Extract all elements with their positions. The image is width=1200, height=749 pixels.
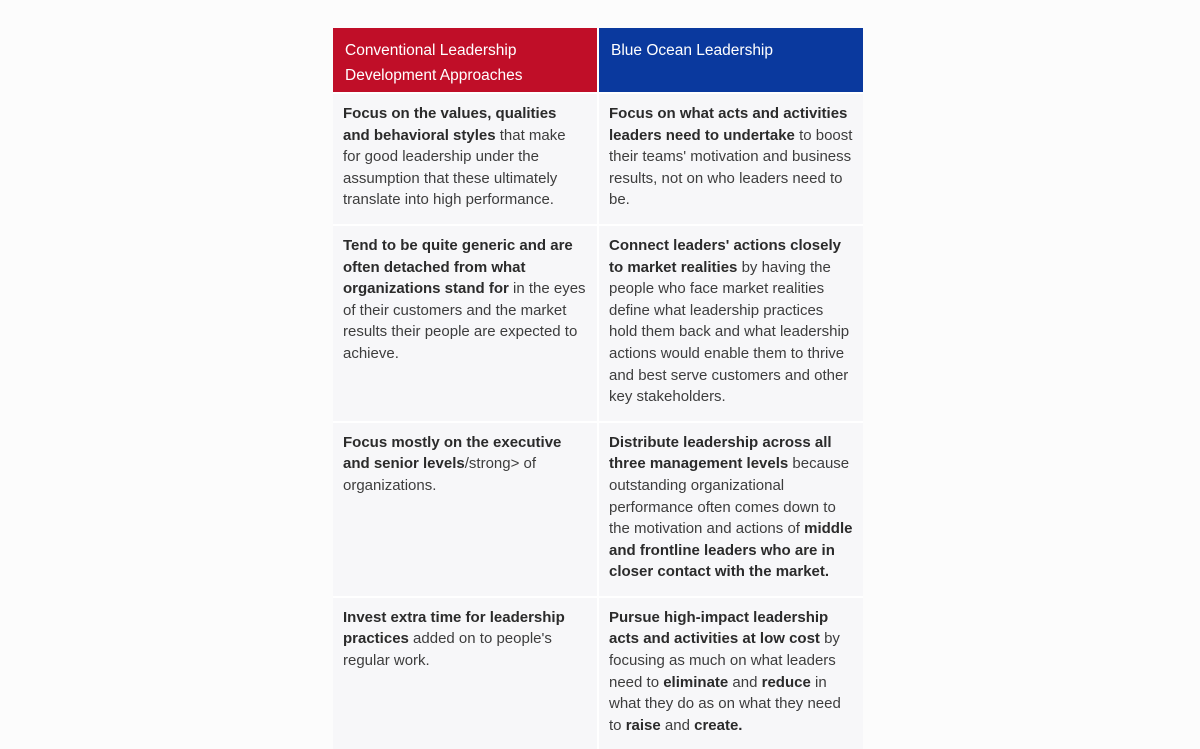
leadership-comparison-table [333,28,863,749]
header-blue-ocean-leadership [599,28,863,92]
header-blue-ocean-leadership-label: Blue Ocean Leadership [611,42,774,59]
cell-conventional-row-1: Focus on the values, qualities and behavioral styles that make for good leadership under the assumption that these ultimately translate into high performance. [333,94,597,224]
header-conventional-leadership [333,28,597,92]
cell-conventional-row-2: Tend to be quite generic and are often detached from what organizations stand for in the eyes of their customers and the market results their people are expected to achieve. [333,226,597,421]
cell-blue-ocean-row-3: Distribute leadership across all three management levels because outstanding organizational performance often comes down to the motivation and actions of middle and frontline leaders who are in closer contact with the market. [599,423,863,596]
cell-conventional-row-4: Invest extra time for leadership practices added on to people's regular work. [333,598,597,749]
cell-conventional-row-3: Focus mostly on the executive and senior levels/strong> of organizations. [333,423,597,596]
cell-blue-ocean-row-2: Connect leaders' actions closely to market realities by having the people who face market realities define what leadership practices hold them back and what leadership actions would enable them to thrive and best serve customers and other key stakeholders. [599,226,863,421]
cell-blue-ocean-row-4: Pursue high-impact leadership acts and activities at low cost by focusing as much on what leaders need to eliminate and reduce in what they do as on what they need to raise and create. [599,598,863,749]
cell-blue-ocean-row-1: Focus on what acts and activities leaders need to undertake to boost their teams' motivation and business results, not on who leaders need to be. [599,94,863,224]
header-conventional-leadership-label: Conventional Leadership Development Approaches [345,42,523,84]
